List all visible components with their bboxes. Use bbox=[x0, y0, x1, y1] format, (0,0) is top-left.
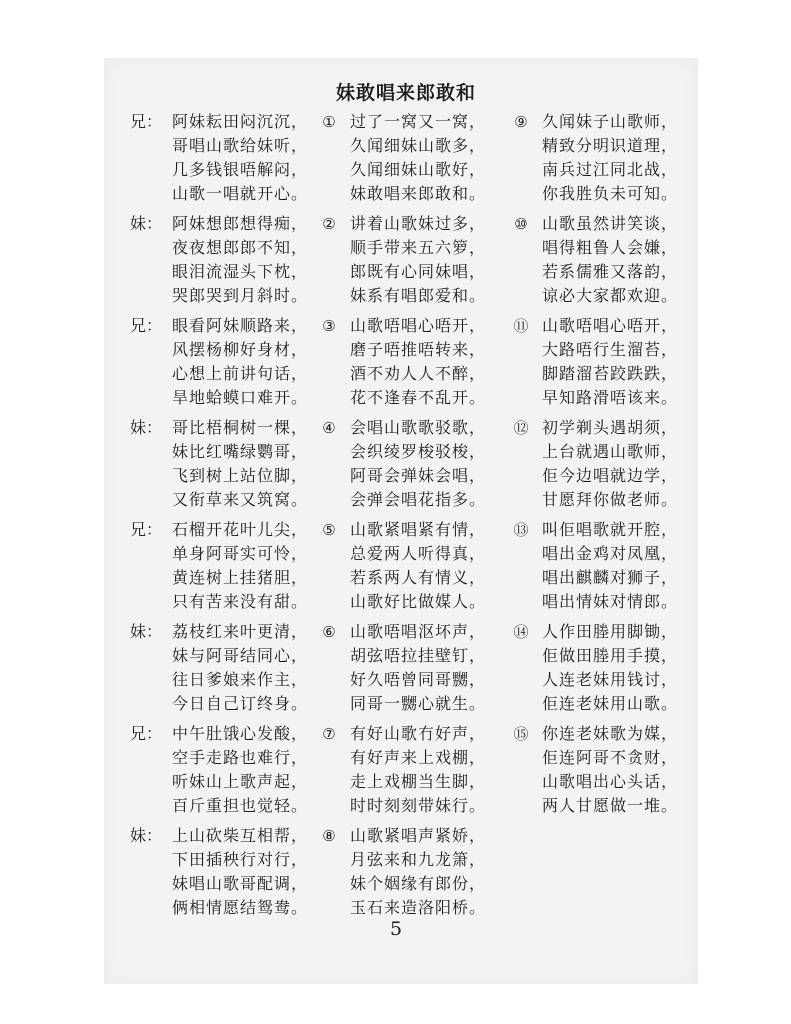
verse-number: ⑫ bbox=[513, 419, 529, 437]
verse-line: 风摆杨柳好身材， bbox=[172, 340, 309, 359]
verse-line: 阿妹想郎想得痴， bbox=[172, 214, 309, 233]
verse-stanza bbox=[318, 314, 498, 416]
verse-line: 若系儒雅又落韵， bbox=[542, 262, 679, 281]
verse-stanza bbox=[318, 722, 498, 824]
verse-line: 唱出麒麟对狮子， bbox=[542, 568, 679, 587]
page-number: 5 bbox=[390, 918, 403, 940]
verse-line: 胡弦唔拉挂壁钉， bbox=[350, 646, 487, 665]
verse-lines bbox=[542, 722, 678, 818]
verse-line: 山歌唔唱心唔开， bbox=[542, 316, 679, 335]
verse-line: 妹与阿哥结同心， bbox=[172, 646, 309, 665]
verse-stanza bbox=[130, 416, 309, 518]
verse-stanza bbox=[318, 110, 498, 212]
verse-line: 走上戏棚当生脚， bbox=[350, 772, 487, 791]
verse-stanza bbox=[318, 416, 498, 518]
numbered-verses-column-left bbox=[318, 110, 498, 926]
verse-line: 久闻妹子山歌师， bbox=[542, 112, 679, 131]
speaker-label: 兄： bbox=[130, 520, 163, 539]
verse-lines bbox=[542, 314, 678, 410]
verse-lines bbox=[172, 518, 308, 614]
verse-line: 唱出情妹对情郎。 bbox=[542, 592, 679, 611]
verse-lines bbox=[350, 518, 486, 614]
verse-line: 大路唔行生溜苔， bbox=[542, 340, 679, 359]
verse-line: 会唱山歌歌驳歌， bbox=[350, 418, 487, 437]
verse-lines bbox=[172, 722, 308, 818]
verse-line: 山歌唔唱心唔开， bbox=[350, 316, 487, 335]
verse-line: 眼看阿妹顺路来， bbox=[172, 316, 309, 335]
verse-line: 只有苦来没有甜。 bbox=[172, 592, 309, 611]
verse-number: ⑮ bbox=[513, 725, 529, 743]
verse-lines bbox=[172, 110, 308, 206]
verse-stanza bbox=[130, 518, 309, 620]
page-title: 妹敢唱来郎敢和 bbox=[336, 82, 477, 104]
verse-lines bbox=[542, 212, 678, 308]
verse-line: 两人甘愿做一堆。 bbox=[542, 796, 679, 815]
verse-line: 精致分明识道理， bbox=[542, 136, 679, 155]
verse-line: 同哥一嬲心就生。 bbox=[350, 694, 487, 713]
speaker-label: 妹： bbox=[130, 214, 163, 233]
verse-line: 哥唱山歌给妹听， bbox=[172, 136, 309, 155]
verse-line: 脚踏溜苔跤跌跌， bbox=[542, 364, 679, 383]
verse-stanza bbox=[510, 416, 695, 518]
verse-line: 唱得粗鲁人会嫌， bbox=[542, 238, 679, 257]
verse-line: 石榴开花叶儿尖， bbox=[172, 520, 309, 539]
verse-line: 玉石来造洛阳桥。 bbox=[350, 898, 487, 917]
verse-line: 心想上前讲句话， bbox=[172, 364, 309, 383]
verse-number: ① bbox=[322, 113, 336, 131]
verse-lines bbox=[172, 416, 308, 512]
verse-line: 听妹山上歌声起， bbox=[172, 772, 309, 791]
verse-number: ⑤ bbox=[322, 521, 336, 539]
verse-number: ⑥ bbox=[322, 623, 336, 641]
verse-line: 荔枝红来叶更清， bbox=[172, 622, 309, 641]
verse-line: 旱地蛤蟆口难开。 bbox=[172, 388, 309, 407]
verse-stanza bbox=[130, 314, 309, 416]
verse-number: ③ bbox=[322, 317, 336, 335]
verse-line: 阿妹耘田闷沉沉， bbox=[172, 112, 309, 131]
verse-line: 叫佢唱歌就开腔， bbox=[542, 520, 679, 539]
verse-line: 往日爹娘来作主， bbox=[172, 670, 309, 689]
verse-line: 人作田塍用脚锄， bbox=[542, 622, 679, 641]
verse-line: 又衔草来又筑窝。 bbox=[172, 490, 309, 509]
verse-line: 有好声来上戏棚， bbox=[350, 748, 487, 767]
verse-line: 佢连阿哥不贪财， bbox=[542, 748, 679, 767]
verse-line: 妹唱山歌哥配调， bbox=[172, 874, 309, 893]
verse-stanza bbox=[318, 212, 498, 314]
verse-line: 佢连老妹用山歌。 bbox=[542, 694, 679, 713]
verse-line: 佢做田塍用手摸， bbox=[542, 646, 679, 665]
verse-line: 山歌好比做媒人。 bbox=[350, 592, 487, 611]
speaker-label: 妹： bbox=[130, 418, 163, 437]
verse-lines bbox=[172, 212, 308, 308]
verse-line: 空手走路也难行， bbox=[172, 748, 309, 767]
verse-line: 夜夜想郎郎不知， bbox=[172, 238, 309, 257]
verse-line: 会织绫罗梭驳梭， bbox=[350, 442, 487, 461]
verse-stanza bbox=[510, 518, 695, 620]
verse-stanza bbox=[510, 314, 695, 416]
verse-line: 黄连树上挂猪胆， bbox=[172, 568, 309, 587]
verse-line: 哥比梧桐树一棵， bbox=[172, 418, 309, 437]
verse-lines bbox=[542, 110, 678, 206]
verse-number: ⑩ bbox=[514, 215, 528, 233]
verse-line: 郎既有心同妹唱， bbox=[350, 262, 487, 281]
verse-line: 总爱两人听得真， bbox=[350, 544, 487, 563]
verse-line: 百斤重担也觉轻。 bbox=[172, 796, 309, 815]
verse-line: 初学剃头遇胡须， bbox=[542, 418, 679, 437]
verse-line: 眼泪流湿头下枕， bbox=[172, 262, 309, 281]
verse-line: 有好山歌冇好声， bbox=[350, 724, 487, 743]
verse-lines bbox=[542, 416, 678, 512]
verse-line: 中午肚饿心发酸， bbox=[172, 724, 309, 743]
verse-stanza bbox=[510, 110, 695, 212]
verse-lines bbox=[350, 212, 486, 308]
speaker-label: 兄： bbox=[130, 724, 163, 743]
verse-lines bbox=[172, 314, 308, 410]
verse-stanza bbox=[510, 212, 695, 314]
verse-lines bbox=[350, 824, 486, 920]
verse-line: 你我胜负未可知。 bbox=[542, 184, 679, 203]
verse-line: 南兵过江同北战， bbox=[542, 160, 679, 179]
speaker-label: 兄： bbox=[130, 112, 163, 131]
verse-line: 久闻细妹山歌好， bbox=[350, 160, 487, 179]
verse-lines bbox=[172, 620, 308, 716]
verse-line: 好久唔曾同哥嬲， bbox=[350, 670, 487, 689]
verse-lines bbox=[350, 314, 486, 410]
verse-line: 唱出金鸡对凤凰， bbox=[542, 544, 679, 563]
verse-line: 下田插秧行对行， bbox=[172, 850, 309, 869]
verse-line: 佢今边唱就边学， bbox=[542, 466, 679, 485]
verse-line: 飞到树上站位脚， bbox=[172, 466, 309, 485]
speaker-label: 妹： bbox=[130, 826, 163, 845]
verse-line: 阿哥会弹妹会唱， bbox=[350, 466, 487, 485]
verse-lines bbox=[350, 722, 486, 818]
verse-line: 哭郎哭到月斜时。 bbox=[172, 286, 309, 305]
verse-stanza bbox=[318, 620, 498, 722]
verse-line: 久闻细妹山歌多， bbox=[350, 136, 487, 155]
verse-number: ⑧ bbox=[322, 827, 336, 845]
verse-line: 妹敢唱来郎敢和。 bbox=[350, 184, 487, 203]
verse-line: 山歌一唱就开心。 bbox=[172, 184, 309, 203]
verse-number: ⑦ bbox=[322, 725, 336, 743]
verse-lines bbox=[542, 620, 678, 716]
verse-stanza bbox=[130, 212, 309, 314]
verse-line: 山歌紧唱声紧娇， bbox=[350, 826, 487, 845]
verse-stanza bbox=[318, 518, 498, 620]
verse-line: 单身阿哥实可怜， bbox=[172, 544, 309, 563]
verse-line: 会弹会唱花指多。 bbox=[350, 490, 487, 509]
verse-line: 上山砍柴互相帮， bbox=[172, 826, 309, 845]
verse-number: ⑪ bbox=[513, 317, 529, 335]
verse-line: 妹个姻缘有郎份， bbox=[350, 874, 487, 893]
verse-line: 你连老妹歌为媒， bbox=[542, 724, 679, 743]
verse-lines bbox=[350, 620, 486, 716]
verse-line: 时时刻刻带妹行。 bbox=[350, 796, 487, 815]
verse-line: 早知路滑唔该来。 bbox=[542, 388, 679, 407]
verse-number: ② bbox=[322, 215, 336, 233]
verse-line: 酒不劝人人不醉， bbox=[350, 364, 487, 383]
verse-line: 几多钱银唔解闷， bbox=[172, 160, 309, 179]
verse-line: 山歌唔唱沤坏声， bbox=[350, 622, 487, 641]
numbered-verses-column-right bbox=[510, 110, 695, 824]
verse-stanza bbox=[130, 110, 309, 212]
verse-stanza bbox=[130, 722, 309, 824]
verse-stanza bbox=[318, 824, 498, 926]
verse-line: 月弦来和九龙箫， bbox=[350, 850, 487, 869]
verse-stanza bbox=[510, 620, 695, 722]
verse-lines bbox=[350, 416, 486, 512]
verse-lines bbox=[350, 110, 486, 206]
verse-line: 过了一窝又一窝， bbox=[350, 112, 487, 131]
verse-line: 磨子唔推唔转来， bbox=[350, 340, 487, 359]
verse-stanza bbox=[510, 722, 695, 824]
verse-line: 山歌唱出心头话， bbox=[542, 772, 679, 791]
verse-line: 谅必大家都欢迎。 bbox=[542, 286, 679, 305]
verse-line: 花不逢春不乱开。 bbox=[350, 388, 487, 407]
verse-number: ④ bbox=[322, 419, 336, 437]
verse-line: 人连老妹用钱讨， bbox=[542, 670, 679, 689]
verse-number: ⑬ bbox=[513, 521, 529, 539]
speaker-label: 兄： bbox=[130, 316, 163, 335]
verse-line: 山歌虽然讲笑谈， bbox=[542, 214, 679, 233]
verse-line: 妹系有唱郎爱和。 bbox=[350, 286, 487, 305]
verse-lines bbox=[542, 518, 678, 614]
verse-stanza bbox=[130, 620, 309, 722]
verse-line: 俩相情愿结鸳鸯。 bbox=[172, 898, 309, 917]
verse-line: 今日自己订终身。 bbox=[172, 694, 309, 713]
verse-number: ⑭ bbox=[513, 623, 529, 641]
verse-line: 甘愿拜你做老师。 bbox=[542, 490, 679, 509]
verse-line: 讲着山歌妹过多， bbox=[350, 214, 487, 233]
speaker-label: 妹： bbox=[130, 622, 163, 641]
verse-line: 若系两人有情义， bbox=[350, 568, 487, 587]
verse-line: 上台就遇山歌师， bbox=[542, 442, 679, 461]
verse-line: 顺手带来五六箩， bbox=[350, 238, 487, 257]
dialogue-column bbox=[130, 110, 309, 926]
verse-lines bbox=[172, 824, 308, 920]
verse-line: 妹比红嘴绿鹦哥， bbox=[172, 442, 309, 461]
verse-stanza bbox=[130, 824, 309, 926]
verse-line: 山歌紧唱紧有情， bbox=[350, 520, 487, 539]
verse-number: ⑨ bbox=[514, 113, 528, 131]
